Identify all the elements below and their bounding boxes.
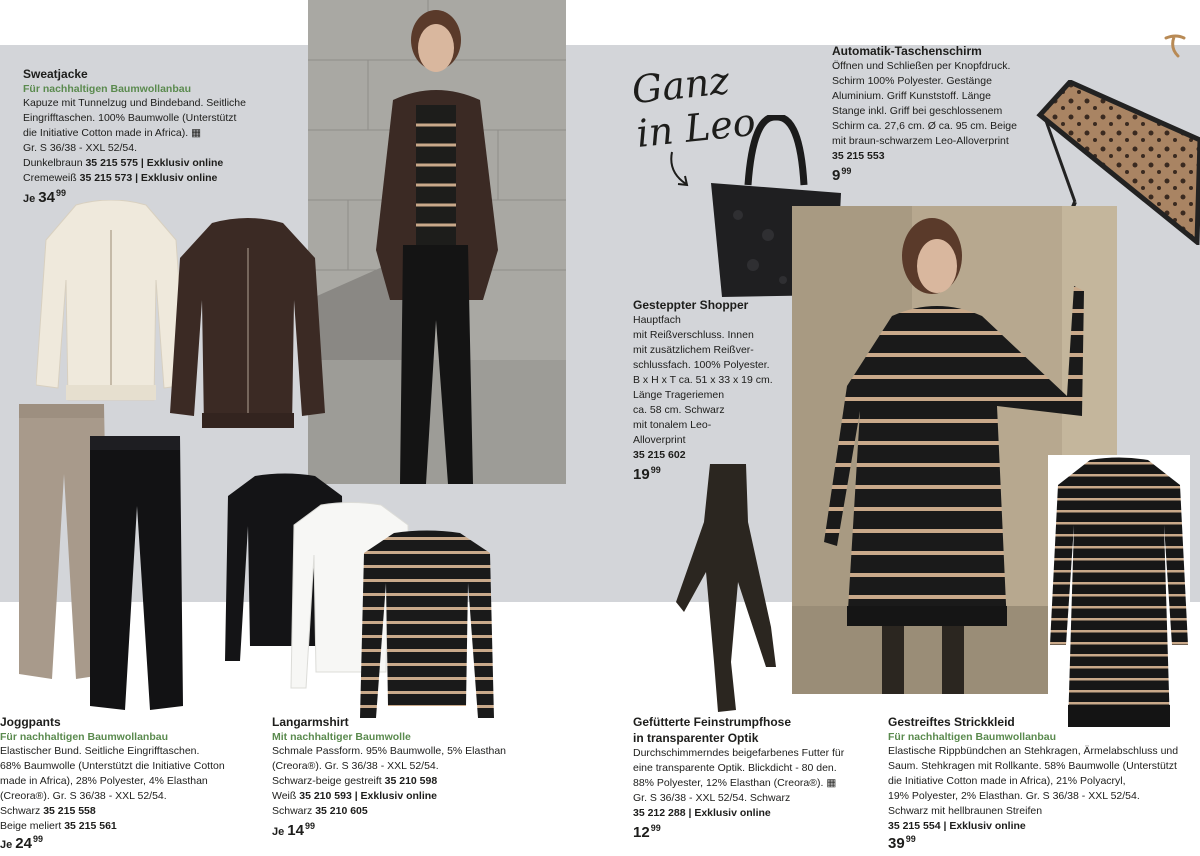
description-line: Alloverprint — [633, 434, 686, 446]
description-line: die Initiative Cotton made in Africa), 21% Polyacryl, — [888, 775, 1126, 787]
price: $9^{99}$ — [832, 166, 852, 184]
product-image-dress — [1048, 455, 1190, 730]
product-image-tights — [676, 462, 781, 714]
product-title-line2: in transparenter Optik — [633, 731, 759, 745]
variant-line: Dunkelbraun 35 215 575 | Exklusiv online — [23, 157, 224, 169]
description-line: Elastischer Bund. Seitliche Eingrifftaschen. — [0, 745, 200, 757]
product-schirm — [832, 43, 1072, 184]
product-image-pants-black — [85, 436, 185, 712]
description-line: (Creora®). Gr. S 36/38 - XXL 52/54. — [272, 760, 439, 772]
product-langarmshirt — [272, 714, 532, 839]
product-joggpants — [0, 714, 260, 852]
product-shopper — [633, 297, 788, 483]
product-image-jacket-brown — [170, 218, 325, 436]
price: $39^{99}$ — [888, 834, 916, 852]
washing-symbol-icon: ▦ — [191, 127, 202, 139]
description-line: Öffnen und Schließen per Knopfdruck. — [832, 60, 1011, 72]
article-number: 35 212 288 | Exklusiv online — [633, 807, 771, 819]
washing-symbol-icon: ▦ — [826, 777, 837, 789]
price: Je $24^{99}$ — [0, 834, 43, 852]
variant-line: Beige meliert 35 215 561 — [0, 820, 117, 832]
tchibo-bean-icon — [1160, 34, 1188, 58]
price: $12^{99}$ — [633, 823, 661, 841]
product-subtitle: Für nachhaltigen Baumwollanbau — [888, 731, 1057, 743]
headline-line2: in Leo — [634, 99, 758, 156]
product-subtitle: Für nachhaltigen Baumwollanbau — [0, 731, 169, 743]
description-line: mit braun-schwarzem Leo-Alloverprint — [832, 135, 1009, 147]
product-strickkleid — [888, 714, 1198, 852]
description-line: Saum. Stehkragen mit Rollkante. 58% Baumwolle (Unterstützt — [888, 760, 1177, 772]
product-image-shirt-striped — [356, 528, 498, 722]
variant-line: Schwarz 35 210 605 — [272, 805, 368, 817]
description-line: schlussfach. 100% Polyester. — [633, 359, 770, 371]
description-line: Schmale Passform. 95% Baumwolle, 5% Elasthan — [272, 745, 507, 757]
description-line: Kapuze mit Tunnelzug und Bindeband. Seitliche — [23, 97, 246, 109]
description-line: mit Reißverschluss. Innen — [633, 329, 754, 341]
product-image-jacket-cream — [36, 200, 186, 410]
product-title: Joggpants — [0, 715, 61, 729]
article-number: 35 215 553 — [832, 150, 885, 162]
price: Je $14^{99}$ — [272, 821, 315, 839]
model-photo-sweatjacke — [308, 0, 566, 484]
description-line: 68% Baumwolle (Unterstützt die Initiative Cotton — [0, 760, 225, 772]
product-strumpfhose — [633, 714, 873, 841]
variant-line: Schwarz 35 215 558 — [0, 805, 96, 817]
description-line: Schwarz mit hellbraunen Streifen — [888, 805, 1043, 817]
description-line: Gr. S 36/38 - XXL 52/54. — [23, 142, 138, 154]
description-line: Schirm ca. 27,6 cm. Ø ca. 95 cm. Beige — [832, 120, 1017, 132]
description-line: (Creora®). Gr. S 36/38 - XXL 52/54. — [0, 790, 167, 802]
description-line: Eingrifftaschen. 100% Baumwolle (Unterstützt — [23, 112, 237, 124]
description-line: eine transparente Optik. Blickdicht - 80 den. — [633, 762, 837, 774]
price: Je $34^{99}$ — [23, 188, 66, 206]
description-line: Schirm 100% Polyester. Gestänge — [832, 75, 992, 87]
description-line: Hauptfach — [633, 314, 681, 326]
description-line: Länge Trageriemen — [633, 389, 725, 401]
product-title: Gefütterte Feinstrumpfhose — [633, 715, 792, 729]
description-line: mit tonalem Leo- — [633, 419, 712, 431]
description-line: Stange inkl. Griff bei geschlossenem — [832, 105, 1003, 117]
description-line: Gr. S 36/38 - XXL 52/54. Schwarz — [633, 792, 791, 804]
article-number: 35 215 602 — [633, 449, 686, 461]
description-line: 19% Polyester, 2% Elasthan. Gr. S 36/38 - XXL 52/54. — [888, 790, 1140, 802]
article-number: 35 215 554 | Exklusiv online — [888, 820, 1026, 832]
description-line: B x H x T ca. 51 x 33 x 19 cm. — [633, 374, 773, 386]
description-line: die Initiative Cotton made in Africa). ▦ — [23, 127, 202, 139]
description-line: Aluminium. Griff Kunststoff. Länge — [832, 90, 991, 102]
headline-line1: Ganz — [629, 58, 732, 113]
description-line: ca. 58 cm. Schwarz — [633, 404, 725, 416]
product-title: Sweatjacke — [23, 67, 88, 81]
variant-line: Schwarz-beige gestreift 35 210 598 — [272, 775, 438, 787]
product-subtitle: Für nachhaltigen Baumwollanbau — [23, 83, 192, 95]
description-line: made in Africa), 28% Polyester, 4% Elasthan — [0, 775, 208, 787]
curved-arrow-icon — [668, 150, 698, 190]
product-title: Gesteppter Shopper — [633, 298, 749, 312]
price: $19^{99}$ — [633, 465, 661, 483]
description-line: Durchschimmerndes beigefarbenes Futter für — [633, 747, 845, 759]
description-line: mit zusätzlichem Reißver- — [633, 344, 754, 356]
product-subtitle: Mit nachhaltiger Baumwolle — [272, 731, 411, 743]
variant-line: Cremeweiß 35 215 573 | Exklusiv online — [23, 172, 218, 184]
description-line: 88% Polyester, 12% Elasthan (Creora®). ▦ — [633, 777, 837, 789]
product-sweatjacke — [23, 66, 293, 206]
product-title: Automatik-Taschenschirm — [832, 44, 982, 58]
product-title: Langarmshirt — [272, 715, 349, 729]
description-line: Elastische Rippbündchen an Stehkragen, Ärmelabschluss und — [888, 745, 1179, 757]
variant-line: Weiß 35 210 593 | Exklusiv online — [272, 790, 438, 802]
product-title: Gestreiftes Strickkleid — [888, 715, 1015, 729]
